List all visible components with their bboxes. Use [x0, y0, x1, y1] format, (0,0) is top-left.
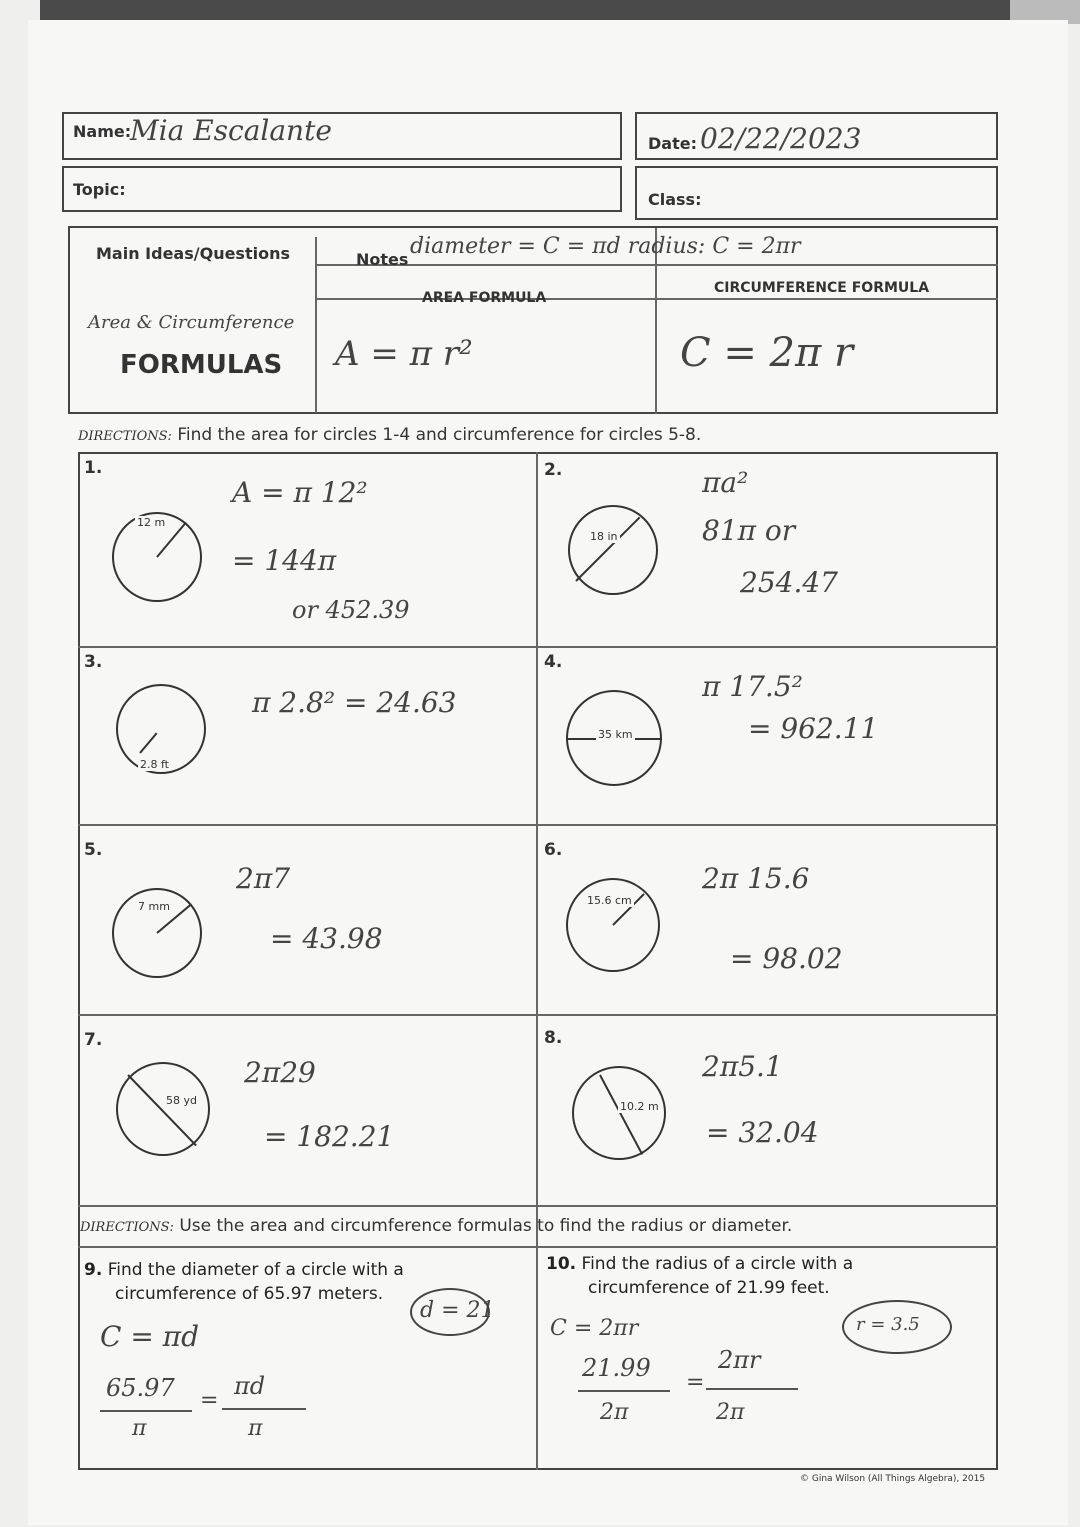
problem-5-work-2: = 43.98 [270, 922, 383, 955]
problem-6-work-1: 2π 15.6 [702, 862, 810, 895]
problem-6-label: 15.6 cm [587, 894, 632, 907]
problem-2-circle [568, 505, 658, 595]
problem-8-label: 10.2 m [620, 1100, 659, 1113]
name-value: Mia Escalante [130, 114, 332, 147]
problem-5-work-1: 2π7 [236, 862, 291, 895]
problem-7-work-2: = 182.21 [264, 1120, 395, 1153]
topic-box [62, 166, 622, 212]
question-9-work-1: C = πd [100, 1320, 200, 1353]
date-value: 02/22/2023 [700, 122, 862, 155]
row-divider-5 [78, 1246, 998, 1248]
question-10-answer: r = 3.5 [856, 1314, 920, 1335]
problem-1-work-1: A = π 12² [232, 476, 368, 509]
question-9-denominator-right: π [248, 1416, 263, 1441]
problem-1-work-3: or 452.39 [292, 596, 410, 624]
problem-3-work-1: π 2.8² = 24.63 [252, 686, 457, 719]
notes-label: Notes [356, 250, 409, 269]
directions-2-text: Use the area and circumference formulas to find the radius or diameter. [179, 1216, 793, 1236]
question-9-text-2: circumference of 65.97 meters. [115, 1284, 384, 1304]
directions-2-tag: DIRECTIONS: [80, 1220, 174, 1235]
question-9-denominator-left: π [132, 1416, 147, 1441]
question-9-number: 9. [84, 1260, 103, 1280]
question-9-fraction-bar-right [222, 1408, 306, 1410]
problem-2-work-3: 254.47 [740, 566, 838, 599]
question-10-denominator-right: 2π [716, 1400, 745, 1425]
area-formula-header: AREA FORMULA [422, 290, 547, 306]
problem-5-number: 5. [84, 840, 103, 860]
problem-6-number: 6. [544, 840, 563, 860]
question-10 [546, 1252, 966, 1300]
question-9-text-1: Find the diameter of a circle with a [107, 1260, 404, 1280]
class-label: Class: [648, 190, 702, 209]
question-9-answer: d = 21 [420, 1298, 495, 1323]
question-10-text-2: circumference of 21.99 feet. [588, 1278, 830, 1298]
problem-2-work-2: 81π or [702, 514, 796, 547]
directions-1-text: Find the area for circles 1-4 and circumference for circles 5-8. [177, 425, 702, 445]
problem-2-number: 2. [544, 460, 563, 480]
copyright-footer: © Gina Wilson (All Things Algebra), 2015 [800, 1474, 986, 1484]
question-10-equals: = [686, 1370, 705, 1395]
problem-3-number: 3. [84, 652, 103, 672]
question-9-numerator-left: 65.97 [106, 1374, 175, 1402]
problem-2-work-1: πa² [702, 466, 749, 499]
row-divider-3 [78, 1014, 998, 1016]
main-ideas-label: Main Ideas/Questions [96, 244, 290, 263]
problem-2-label: 18 in [590, 530, 618, 543]
problem-1-label: 12 m [137, 516, 166, 529]
problem-8-number: 8. [544, 1028, 563, 1048]
problem-4-work-1: π 17.5² [702, 670, 803, 703]
problem-7-number: 7. [84, 1030, 103, 1050]
directions-1 [78, 425, 701, 445]
directions-1-tag: DIRECTIONS: [78, 429, 172, 444]
question-10-fraction-bar-right [706, 1388, 798, 1390]
row-divider-2 [78, 824, 998, 826]
question-10-numerator-right: 2πr [718, 1346, 761, 1374]
problem-5-label: 7 mm [138, 900, 170, 913]
name-label: Name: [73, 122, 132, 141]
problem-6-work-2: = 98.02 [730, 942, 843, 975]
problem-1-number: 1. [84, 458, 103, 478]
question-10-work-1: C = 2πr [550, 1316, 639, 1341]
problems-col-divider [536, 452, 538, 1470]
question-9-numerator-right: πd [234, 1372, 266, 1400]
problem-7-label: 58 yd [166, 1094, 197, 1107]
problem-4-label: 35 km [598, 728, 633, 741]
topic-printed: FORMULAS [120, 350, 283, 380]
question-9-equals: = [200, 1388, 219, 1413]
directions-2 [80, 1216, 792, 1236]
problem-7-work-1: 2π29 [244, 1056, 316, 1089]
question-10-text-1: Find the radius of a circle with a [581, 1254, 854, 1274]
area-formula: A = π r² [335, 334, 473, 374]
question-9 [84, 1258, 444, 1306]
row-divider-1 [78, 646, 998, 648]
topic-label: Topic: [73, 180, 126, 199]
question-9-fraction-bar-left [100, 1410, 192, 1412]
question-10-fraction-bar-left [578, 1390, 670, 1392]
problem-4-work-2: = 962.11 [748, 712, 879, 745]
problem-8-work-1: 2π5.1 [702, 1050, 783, 1083]
circumference-formula: C = 2π r [680, 330, 854, 376]
question-10-number: 10. [546, 1254, 577, 1274]
problem-3-label: 2.8 ft [140, 758, 169, 771]
problem-1-work-2: = 144π [232, 544, 337, 577]
question-10-numerator-left: 21.99 [582, 1354, 651, 1382]
topic-handwritten: Area & Circumference [88, 312, 295, 333]
circumference-formula-header: CIRCUMFERENCE FORMULA [714, 280, 930, 296]
problem-4-number: 4. [544, 652, 563, 672]
date-label: Date: [648, 134, 697, 153]
question-10-denominator-left: 2π [600, 1400, 629, 1425]
problem-8-work-2: = 32.04 [706, 1116, 819, 1149]
notes-handwritten: diameter = C = πd radius: C = 2πr [410, 234, 801, 259]
row-divider-4 [78, 1205, 998, 1207]
